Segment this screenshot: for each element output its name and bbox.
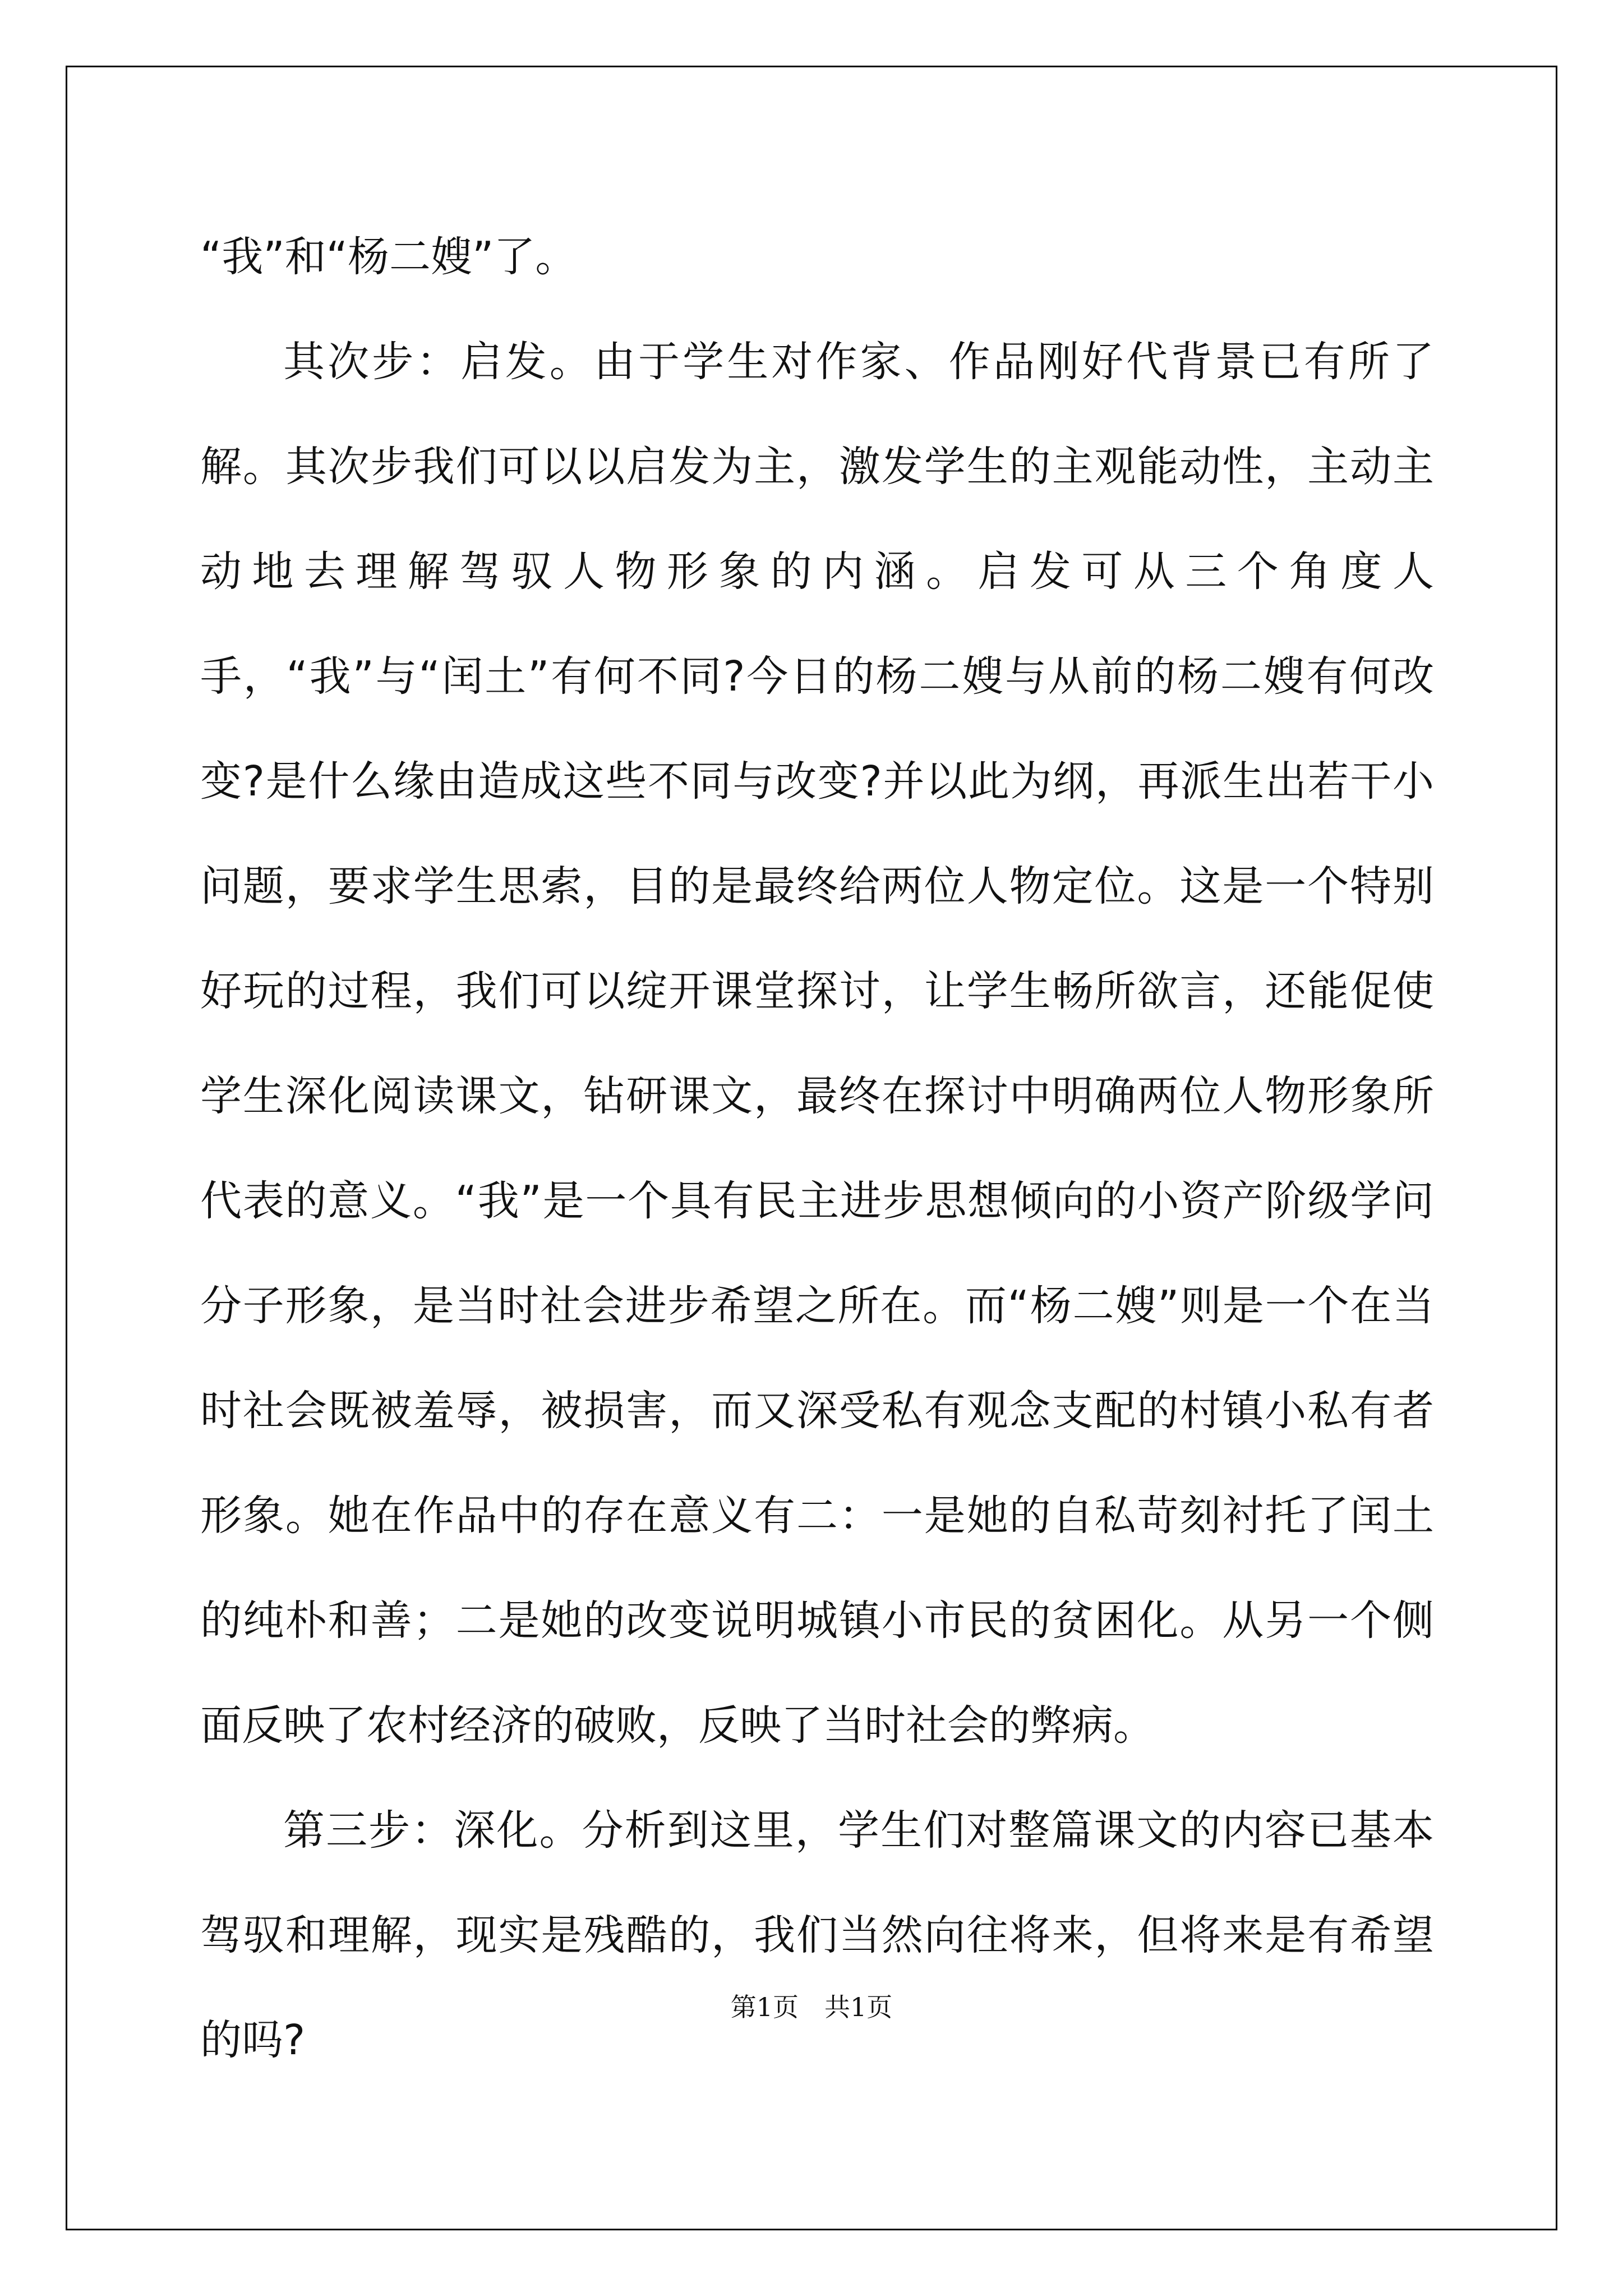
paragraph-continuation: “我”和“杨二嫂”了。 (200, 233, 577, 281)
paragraph-step-two: 其次步：启发。由于学生对作家、作品刚好代背景已有所了解。其次步我们可以以启发为主，激发学生的主观能动性，主动主动地去理解驾驭人物形象的内涵。启发可从三个角度人手，“我”与“闰土”有何不同?今日的杨二嫂与从前的杨二嫂有何改变?是什么缘由造成这些不同与改变?并以此为纲，再派生出若干小问题，要求学生思索，目的是最终给两位人物定位。这是一个特别好玩的过程，我们可以绽开课堂探讨，让学生畅所欲言，还能促使学生深化阅读课文，钻研课文，最终在探讨中明确两位人物形象所代表的意义。“我”是一个具有民主进步思想倾向的小资产阶级学问分子形象，是当时社会进步希望之所在。而“杨二嫂”则是一个在当时社会既被羞辱，被损害，而又深受私有观念支配的村镇小私有者形象。她在作品中的存在意义有二：一是她的自私苛刻衬托了闰土的纯朴和善；二是她的改变说明城镇小市民的贫困化。从另一个侧面反映了农村经济的破败，反映了当时社会的弊病。 (200, 338, 1434, 1750)
document-body (200, 205, 1434, 2093)
page-number-label: 第1页 共1页 (730, 1992, 893, 2022)
page-footer (0, 1990, 1623, 2024)
paragraph-step-three: 第三步：深化。分析到这里，学生们对整篇课文的内容已基本驾驭和理解，现实是残酷的，我们当然向往将来，但将来是有希望的吗? (200, 1806, 1434, 2064)
